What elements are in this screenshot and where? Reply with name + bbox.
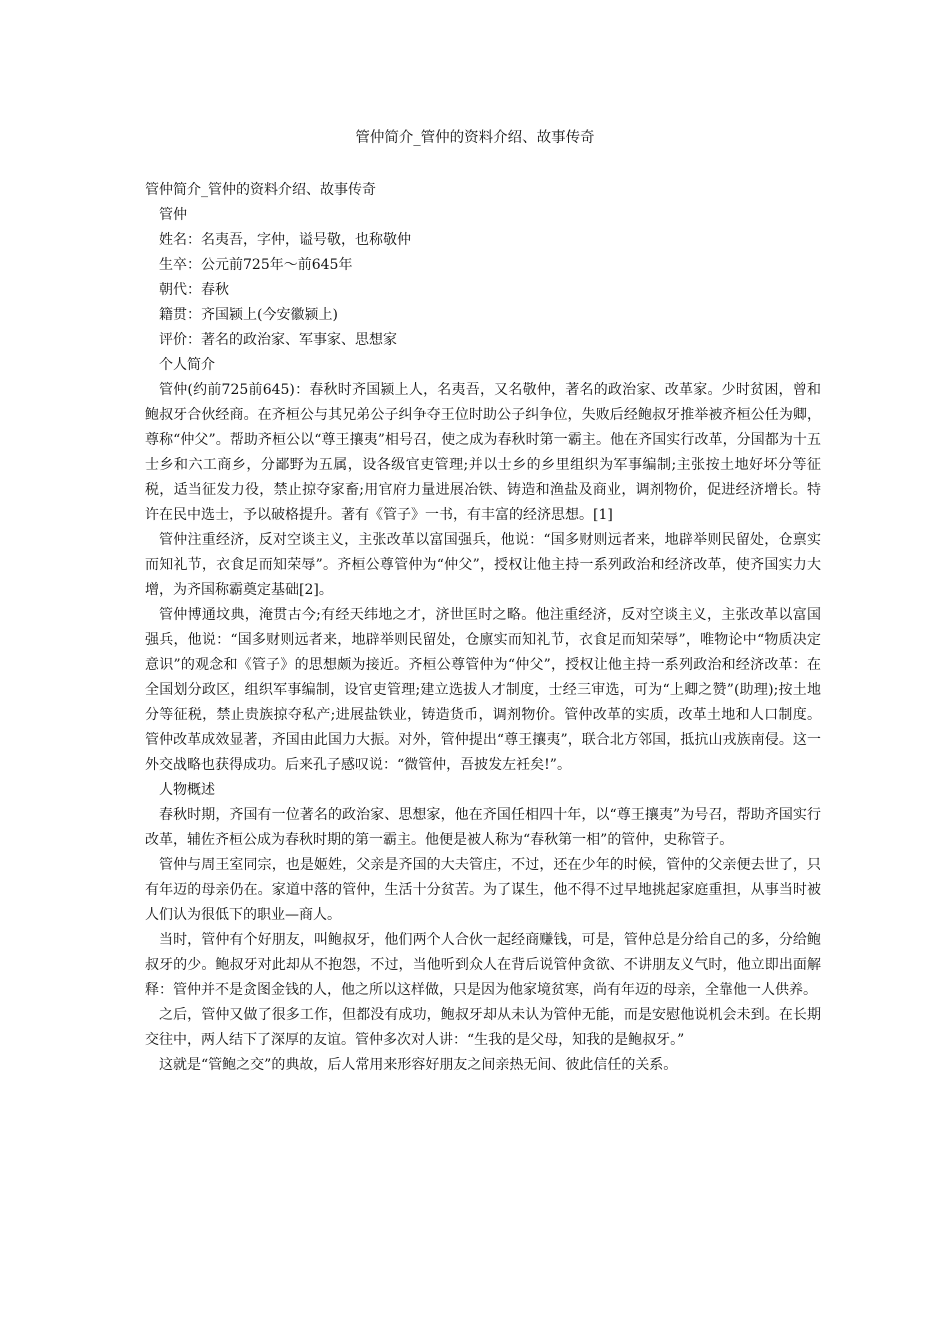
section-heading-profile: 个人简介 <box>159 357 215 373</box>
paragraph: 管仲与周王室同宗，也是姬姓，父亲是齐国的大夫管庄，不过，还在少年的时候，管仲的父亲便去世了，只有年迈的母亲仍在。家道中落的管仲，生活十分贫苦。为了谋生，他不得不过早地挑起家庭重担，从事当时被人们认为很低下的职业—商人。 <box>145 857 821 923</box>
document-body <box>145 178 821 1078</box>
name-heading: 管仲 <box>159 207 187 223</box>
info-evaluation: 评价：著名的政治家、军事家、思想家 <box>159 332 397 348</box>
paragraph: 管仲博通坟典，淹贯古今;有经天纬地之才，济世匡时之略。他注重经济，反对空谈主义，主张改革以富国强兵，他说：“国多财则远者来，地辟举则民留处，仓廪实而知礼节，衣食足而知荣辱”，唯物论中“物质决定意识”的观念和《管子》的思想颇为接近。齐桓公尊管仲为“仲父”，授权让他主持一系列政治和经济改革：在全国划分政区，组织军事编制，设官吏管理;建立选拔人才制度，士经三审选，可为“上卿之赞”(助理);按土地分等征税，禁止贵族掠夺私产;进展盐铁业，铸造货币，调剂物价。管仲改革的实质，改革土地和人口制度。管仲改革成效显著，齐国由此国力大振。对外，管仲提出“尊王攘夷”，联合北方邻国，抵抗山戎族南侵。这一外交战略也获得成功。后来孔子感叹说：“微管仲，吾披发左衽矣!”。 <box>145 607 821 773</box>
section-heading-overview: 人物概述 <box>159 782 215 798</box>
info-name: 姓名：名夷吾，字仲，谥号敬，也称敬仲 <box>159 232 411 248</box>
header-line: 管仲简介_管仲的资料介绍、故事传奇 <box>145 182 376 198</box>
paragraph: 春秋时期，齐国有一位著名的政治家、思想家，他在齐国任相四十年，以“尊王攘夷”为号召，帮助齐国实行改革，辅佐齐桓公成为春秋时期的第一霸主。他便是被人称为“春秋第一相”的管仲，史称管子。 <box>145 807 821 848</box>
paragraph: 管仲注重经济，反对空谈主义，主张改革以富国强兵，他说：“国多财则远者来，地辟举则民留处，仓禀实而知礼节，衣食足而知荣辱”。齐桓公尊管仲为“仲父”，授权让他主持一系列政治和经济改革，使齐国实力大增，为齐国称霸奠定基础[2]。 <box>145 532 821 598</box>
info-hometown: 籍贯：齐国颍上(今安徽颍上) <box>159 307 338 323</box>
paragraph: 这就是“管鲍之交”的典故，后人常用来形容好朋友之间亲热无间、彼此信任的关系。 <box>159 1057 678 1073</box>
paragraph: 之后，管仲又做了很多工作，但都没有成功，鲍叔牙却从未认为管仲无能，而是安慰他说机会未到。在长期交往中，两人结下了深厚的友谊。管仲多次对人讲：“生我的是父母，知我的是鲍叔牙。” <box>145 1007 821 1048</box>
info-dynasty: 朝代：春秋 <box>159 282 229 298</box>
paragraph: 当时，管仲有个好朋友，叫鲍叔牙，他们两个人合伙一起经商赚钱，可是，管仲总是分给自己的多，分给鲍叔牙的少。鲍叔牙对此却从不抱怨，不过，当他听到众人在背后说管仲贪欲、不讲朋友义气时，他立即出面解释：管仲并不是贪图金钱的人，他之所以这样做，只是因为他家境贫寒，尚有年迈的母亲，全靠他一人供养。 <box>145 932 821 998</box>
page-title: 管仲简介_管仲的资料介绍、故事传奇 <box>355 130 595 146</box>
info-life: 生卒：公元前725年～前645年 <box>159 257 353 273</box>
paragraph: 管仲(约前725前645)：春秋时齐国颍上人，名夷吾，又名敬仲，著名的政治家、改革家。少时贫困，曾和鲍叔牙合伙经商。在齐桓公与其兄弟公子纠争夺王位时助公子纠争位，失败后经鲍叔牙推举被齐桓公任为卿，尊称“仲父”。帮助齐桓公以“尊王攘夷”相号召，使之成为春秋时第一霸主。他在齐国实行改革，分国都为十五士乡和六工商乡，分鄙野为五属，设各级官吏管理;并以士乡的乡里组织为军事编制;主张按土地好坏分等征税，适当征发力役，禁止掠夺家畜;用官府力量进展冶铁、铸造和渔盐及商业，调剂物价，促进经济增长。特许在民中选士，予以破格提升。著有《管子》一书，有丰富的经济思想。[1] <box>145 382 821 523</box>
